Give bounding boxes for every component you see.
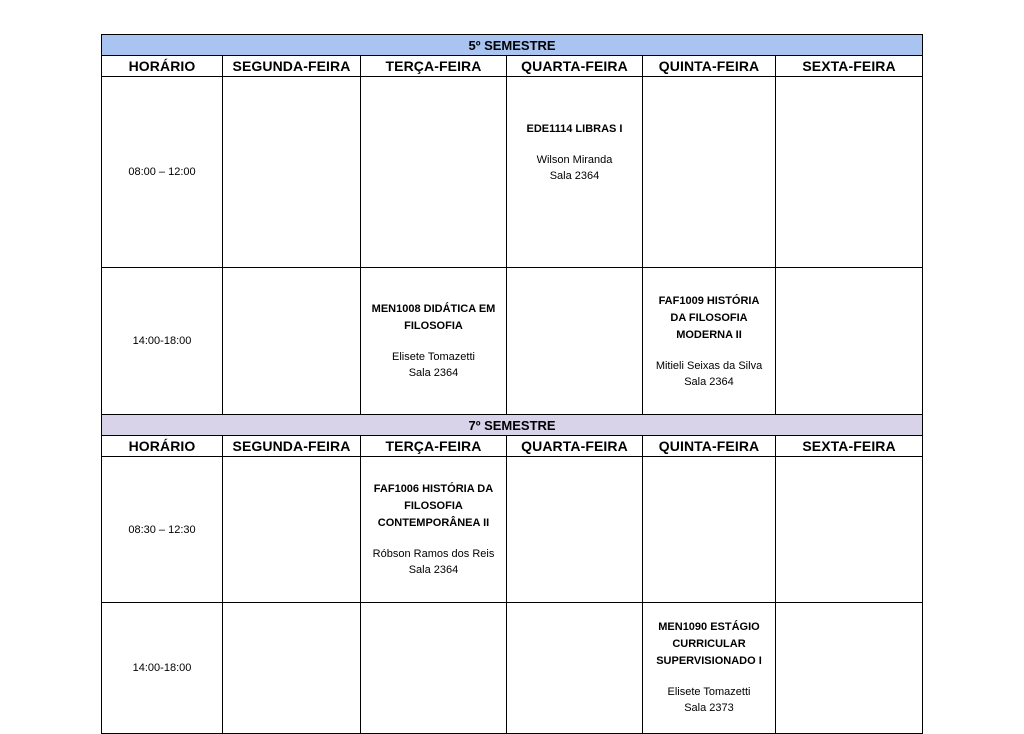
empty-cell bbox=[507, 457, 643, 603]
professor-name: Elisete Tomazetti bbox=[667, 686, 751, 698]
col-header-time: HORÁRIO bbox=[102, 436, 223, 457]
col-header-monday: SEGUNDA-FEIRA bbox=[223, 56, 361, 77]
time-slot: 08:30 – 12:30 bbox=[102, 457, 223, 603]
course-cell bbox=[643, 603, 776, 734]
professor-name: Wilson Miranda bbox=[536, 154, 613, 166]
col-header-thursday: QUINTA-FEIRA bbox=[643, 56, 776, 77]
empty-cell bbox=[643, 457, 776, 603]
col-header-time: HORÁRIO bbox=[102, 56, 223, 77]
semester-title: 5º SEMESTRE bbox=[102, 35, 923, 56]
schedule-table bbox=[101, 34, 923, 734]
empty-cell bbox=[223, 603, 361, 734]
empty-cell bbox=[776, 457, 923, 603]
course-name: FAF1009 HISTÓRIA bbox=[658, 294, 760, 307]
course-cell bbox=[361, 457, 507, 603]
course-cell bbox=[643, 268, 776, 415]
room: Sala 2364 bbox=[408, 564, 459, 576]
col-header-tuesday: TERÇA-FEIRA bbox=[361, 436, 507, 457]
table-row bbox=[102, 77, 923, 268]
course-cell bbox=[507, 77, 643, 268]
empty-cell bbox=[776, 603, 923, 734]
course-cell bbox=[361, 268, 507, 415]
time-slot: 14:00-18:00 bbox=[102, 268, 223, 415]
course-name: FILOSOFIA bbox=[404, 500, 463, 512]
course-name: SUPERVISIONADO I bbox=[656, 655, 762, 667]
course-name: DA FILOSOFIA bbox=[670, 311, 748, 324]
col-header-monday: SEGUNDA-FEIRA bbox=[223, 436, 361, 457]
professor-name: Róbson Ramos dos Reis bbox=[372, 548, 495, 560]
empty-cell bbox=[643, 77, 776, 268]
col-header-wednesday: QUARTA-FEIRA bbox=[507, 436, 643, 457]
course-name: CURRICULAR bbox=[672, 638, 746, 650]
empty-cell bbox=[223, 77, 361, 268]
room: Sala 2364 bbox=[684, 375, 734, 388]
room: Sala 2373 bbox=[684, 702, 734, 714]
semester-5-header bbox=[102, 35, 923, 56]
course-name: MEN1008 DIDÁTICA EM bbox=[371, 303, 496, 315]
professor-name: Elisete Tomazetti bbox=[392, 351, 475, 363]
day-header-row bbox=[102, 56, 923, 77]
empty-cell bbox=[223, 268, 361, 415]
room: Sala 2364 bbox=[408, 367, 459, 379]
day-header-row bbox=[102, 436, 923, 457]
empty-cell bbox=[361, 77, 507, 268]
semester-title: 7º SEMESTRE bbox=[102, 415, 923, 436]
time-slot: 14:00-18:00 bbox=[102, 603, 223, 734]
course-name: MEN1090 ESTÁGIO bbox=[658, 621, 760, 633]
course-name: EDE1114 LIBRAS I bbox=[526, 123, 623, 135]
table-row bbox=[102, 603, 923, 734]
col-header-thursday: QUINTA-FEIRA bbox=[643, 436, 776, 457]
col-header-friday: SEXTA-FEIRA bbox=[776, 56, 923, 77]
course-name: CONTEMPORÂNEA II bbox=[377, 517, 490, 529]
course-name: FILOSOFIA bbox=[404, 320, 463, 332]
empty-cell bbox=[776, 268, 923, 415]
empty-cell bbox=[361, 603, 507, 734]
table-row bbox=[102, 457, 923, 603]
semester-7-header bbox=[102, 415, 923, 436]
col-header-wednesday: QUARTA-FEIRA bbox=[507, 56, 643, 77]
professor-name: Mitieli Seixas da Silva bbox=[655, 359, 763, 372]
empty-cell bbox=[223, 457, 361, 603]
empty-cell bbox=[507, 603, 643, 734]
table-row bbox=[102, 268, 923, 415]
empty-cell bbox=[776, 77, 923, 268]
course-name: MODERNA II bbox=[676, 328, 742, 341]
course-name: FAF1006 HISTÓRIA DA bbox=[373, 483, 494, 495]
col-header-friday: SEXTA-FEIRA bbox=[776, 436, 923, 457]
room: Sala 2364 bbox=[549, 170, 600, 182]
col-header-tuesday: TERÇA-FEIRA bbox=[361, 56, 507, 77]
time-slot: 08:00 – 12:00 bbox=[102, 77, 223, 268]
empty-cell bbox=[507, 268, 643, 415]
